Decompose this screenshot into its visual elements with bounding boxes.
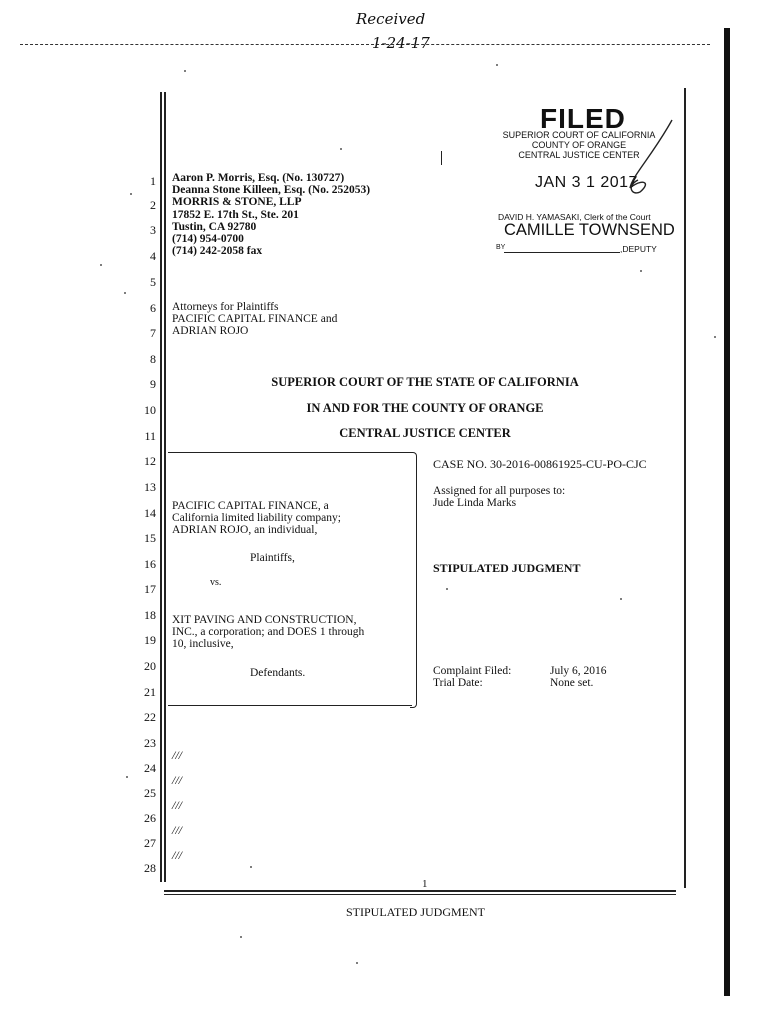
footer-rule-top	[164, 890, 676, 892]
scan-speck	[250, 866, 252, 868]
line-number: 26	[144, 811, 156, 825]
line-number: 14	[144, 506, 156, 520]
scan-speck	[240, 936, 242, 938]
line-number: 3	[150, 223, 156, 237]
defendant-line: XIT PAVING AND CONSTRUCTION,	[172, 614, 357, 626]
attorneys-for-block	[172, 301, 337, 338]
plaintiff-block	[172, 500, 341, 536]
line-number: 5	[150, 275, 156, 289]
line-number: 2	[150, 198, 156, 212]
line-number: 18	[144, 608, 156, 622]
caption-top-rule	[168, 452, 412, 453]
complaint-filed-date: July 6, 2016	[550, 665, 607, 677]
defendant-line: INC., a corporation; and DOES 1 through	[172, 626, 365, 638]
caption-bracket	[410, 452, 417, 708]
scan-speck	[714, 336, 716, 338]
filed-stamp-date: JAN 3 1 2017	[535, 174, 638, 191]
line-number: 6	[150, 301, 156, 315]
scan-speck	[446, 588, 448, 590]
defendant-block	[172, 614, 364, 650]
scan-tick	[441, 151, 442, 165]
stamp-court-line2: COUNTY OF ORANGE	[531, 140, 627, 150]
line-number: 16	[144, 557, 156, 571]
line-number: 7	[150, 326, 156, 340]
court-title-line3: CENTRAL JUSTICE CENTER	[339, 426, 511, 440]
court-title-line2: IN AND FOR THE COUNTY OF ORANGE	[306, 401, 544, 415]
line-number: 21	[144, 685, 156, 699]
line-number: 15	[144, 531, 156, 545]
line-number: 20	[144, 659, 156, 673]
counsel-line: (714) 242-2058 fax	[172, 245, 263, 258]
trial-date-label: Trial Date:	[433, 677, 483, 689]
counsel-line: (714) 954-0700	[172, 233, 244, 246]
assigned-line: Jude Linda Marks	[433, 497, 517, 509]
scan-speck	[126, 776, 128, 778]
line-number: 10	[144, 403, 156, 417]
counsel-line: Deanna Stone Killeen, Esq. (No. 252053)	[172, 184, 371, 197]
footer-title: STIPULATED JUDGMENT	[346, 905, 485, 919]
assigned-block	[433, 485, 565, 509]
line-number: 4	[150, 249, 156, 263]
stamp-court-line3: CENTRAL JUSTICE CENTER	[518, 150, 640, 160]
defendants-label: Defendants.	[250, 667, 306, 679]
line-number: 22	[144, 710, 156, 724]
handwritten-received: Received	[356, 10, 426, 28]
line-number: 9	[150, 377, 156, 391]
counsel-line: Tustin, CA 92780	[172, 220, 257, 233]
plaintiffs-label: Plaintiffs,	[250, 552, 295, 564]
left-margin-line-outer	[160, 92, 162, 882]
assigned-line: Assigned for all purposes to:	[433, 485, 566, 497]
line-number: 27	[144, 836, 156, 850]
scan-speck	[124, 292, 126, 294]
attorneys-for-line: PACIFIC CAPITAL FINANCE and	[172, 313, 338, 326]
line-number: 23	[144, 736, 156, 750]
court-title-line1: SUPERIOR COURT OF THE STATE OF CALIFORNIA	[271, 375, 579, 389]
counsel-block	[172, 172, 370, 257]
scan-speck	[130, 193, 132, 195]
line-number: 28	[144, 861, 156, 875]
stamp-clerk: DAVID H. YAMASAKI, Clerk of the Court	[498, 212, 651, 222]
case-number: CASE NO. 30-2016-00861925-CU-PO-CJC	[433, 457, 647, 471]
scan-speck	[340, 148, 342, 150]
plaintiff-line: PACIFIC CAPITAL FINANCE, a	[172, 500, 329, 512]
counsel-line: 17852 E. 17th St., Ste. 201	[172, 208, 299, 221]
stamp-by: BY	[496, 244, 506, 251]
line-number: 19	[144, 633, 156, 647]
attorneys-for-line: Attorneys for Plaintiffs	[172, 301, 279, 313]
continuation-slashes: ///	[172, 773, 183, 787]
line-number: 13	[144, 480, 156, 494]
left-margin-line-inner	[164, 92, 166, 882]
stamp-deputy-label: ,DEPUTY	[620, 244, 657, 254]
clerk-signature-mark	[612, 116, 682, 196]
caption-bottom-rule	[168, 705, 412, 706]
scan-speck	[640, 270, 642, 272]
handwritten-date: 1-24-17	[372, 34, 430, 52]
scan-speck	[100, 264, 102, 266]
scan-speck	[496, 64, 498, 66]
attorneys-for-line: ADRIAN ROJO	[172, 325, 249, 338]
stamp-deputy-underline	[504, 252, 620, 253]
line-number: 8	[150, 352, 156, 366]
continuation-slashes: ///	[172, 798, 183, 812]
line-number: 1	[150, 174, 156, 188]
document-title: STIPULATED JUDGMENT	[433, 561, 581, 575]
footer-rule-bottom	[164, 894, 676, 895]
page-number: 1	[422, 878, 428, 890]
counsel-line: Aaron P. Morris, Esq. (No. 130727)	[172, 172, 345, 184]
continuation-slashes: ///	[172, 848, 183, 862]
defendant-line: 10, inclusive,	[172, 638, 234, 650]
plaintiff-line: ADRIAN ROJO, an individual,	[172, 524, 318, 536]
scan-speck	[184, 70, 186, 72]
line-number: 17	[144, 582, 156, 596]
scan-right-edge-bar	[724, 28, 730, 996]
line-number: 11	[144, 429, 156, 443]
trial-date-value: None set.	[550, 677, 594, 689]
scan-speck	[356, 962, 358, 964]
continuation-slashes: ///	[172, 823, 183, 837]
line-number: 24	[144, 761, 156, 775]
line-number: 12	[144, 454, 156, 468]
right-margin-line	[684, 88, 686, 888]
scan-speck	[620, 598, 622, 600]
stamp-deputy-name: CAMILLE TOWNSEND	[504, 221, 675, 239]
plaintiff-line: California limited liability company;	[172, 512, 341, 524]
stamp-court-line1: SUPERIOR COURT OF CALIFORNIA	[502, 130, 656, 140]
filed-stamp-title: FILED	[540, 103, 626, 134]
scan-top-line	[20, 44, 710, 45]
line-number: 25	[144, 786, 156, 800]
counsel-line: MORRIS & STONE, LLP	[172, 196, 302, 209]
complaint-filed-label: Complaint Filed:	[433, 665, 512, 677]
versus-label: vs.	[210, 577, 222, 588]
continuation-slashes: ///	[172, 748, 183, 762]
